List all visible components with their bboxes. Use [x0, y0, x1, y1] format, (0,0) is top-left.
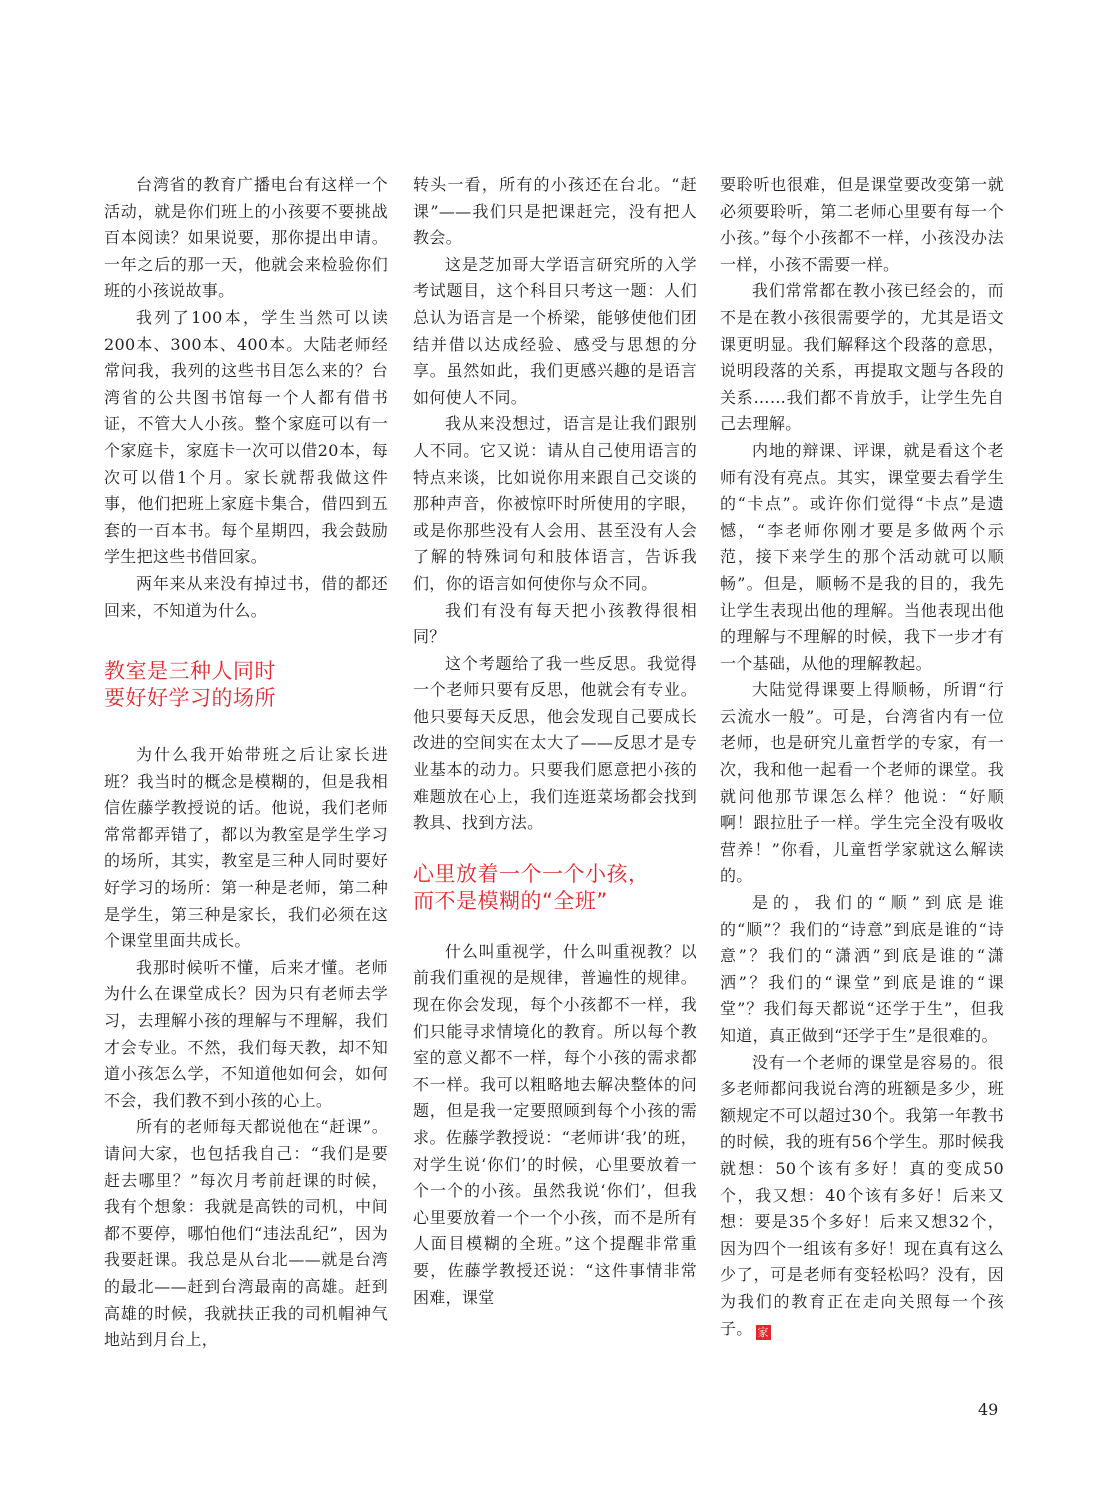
paragraph-final — [720, 1050, 1004, 1343]
section-heading-line: 教室是三种人同时 — [104, 659, 276, 684]
paragraph: 我们常常都在教小孩已经会的，而不是在教小孩很需要学的，尤其是语文课更明显。我们解释这个段落的意思，说明段落的关系，再提取文题与各段的关系……我们都不肯放手，让学生先自己去理解。 — [720, 281, 1004, 434]
paragraph: 两年来从来没有掉过书，借的都还回来，不知道为什么。 — [104, 573, 388, 620]
column-1 — [104, 172, 388, 1354]
section-heading-line: 而不是模糊的“全班” — [413, 888, 608, 913]
paragraph: 我那时候听不懂，后来才懂。老师为什么在课堂成长？因为只有老师去学习，去理解小孩的理解与不理解，我们才会专业。不然，我们每天教，却不知道小孩怎么学，不知道他如何会，如何不会，我们教不到小孩的心上。 — [104, 957, 388, 1110]
paragraph-continued: 转头一看，所有的小孩还在台北。“赶课”——我们只是把课赶完，没有把人教会。 — [413, 175, 697, 248]
final-paragraph-text: 没有一个老师的课堂是容易的。很多老师都问我说台湾的班额是多少，班额规定不可以超过30个。我第一年教书的时候，我的班有56个学生。那时候我就想：50个该有多好！真的变成50个，我又想：40个该有多好！后来又想：要是35个多好！后来又想32个，因为四个一组该有多好！现在真有这么少了，可是老师有变轻松吗？没有，因为我们的教育正在走向关照每一个孩子。 — [720, 1052, 1004, 1338]
paragraph: 台湾省的教育广播电台有这样一个活动，就是你们班上的小孩要不要挑战百本阅读？如果说要，那你提出申请。一年之后的那一天，他就会来检验你们班的小孩说故事。 — [104, 175, 388, 301]
paragraph: 所有的老师每天都说他在“赶课”。请问大家，也包括我自己：“我们是要赶去哪里？”每次月考前赶课的时候，我有个想象：我就是高铁的司机，中间都不要停，哪怕他们“违法乱纪”，因为我要赶课。我总是从台北——就是台湾的最北——赶到台湾最南的高雄。赶到高雄的时候，我就扶正我的司机帽神气地站到月台上， — [104, 1117, 388, 1350]
paragraph: 这是芝加哥大学语言研究所的入学考试题目，这个科目只考这一题：人们总认为语言是一个桥梁，能够使他们团结并借以达成经验、感受与思想的分享。虽然如此，我们更感兴趣的是语言如何使人不同。 — [413, 254, 697, 407]
paragraph: 我从来没想过，语言是让我们跟别人不同。它又说：请从自己使用语言的特点来谈，比如说你用来跟自己交谈的那种声音，你被惊吓时所使用的字眼，或是你那些没有人会用、甚至没有人会了解的特殊词句和肢体语言，告诉我们，你的语言如何使你与众不同。 — [413, 414, 697, 593]
section-heading — [104, 658, 388, 712]
page-number: 49 — [978, 1400, 999, 1419]
paragraph: 什么叫重视学，什么叫重视教？以前我们重视的是规律，普遍性的规律。现在你会发现，每个小孩都不一样，我们只能寻求情境化的教育。所以每个教室的意义都不一样，每个小孩的需求都不一样。我可以粗略地去解决整体的问题，但是我一定要照顾到每个小孩的需求。佐藤学教授说：“老师讲‘我’的班，对学生说‘你们’的时候，心里要放着一个一个的小孩。虽然我说‘你们’，但我心里要放着一个一个小孩，而不是所有人面目模糊的全班。”这个提醒非常重要，佐藤学教授还说：“这件事情非常困难，课堂 — [413, 941, 697, 1307]
end-of-article-mark-icon: 家 — [757, 1325, 769, 1339]
section-heading-line: 心里放着一个一个小孩， — [413, 861, 650, 886]
paragraph: 我们有没有每天把小孩教得很相同？ — [413, 600, 697, 647]
paragraph: 是的，我们的“顺”到底是谁的“顺”？我们的“诗意”到底是谁的“诗意”？我们的“潇洒”到底是谁的“潇洒”？我们的“课堂”到底是谁的“课堂”？我们每天都说“还学于生”，但我知道，真正做到“还学于生”是很难的。 — [720, 893, 1004, 1045]
paragraph-continued: 要聆听也很难，但是课堂要改变第一就必须要聆听，第二老师心里要有每一个小孩。”每个小孩都不一样，小孩没办法一样，小孩不需要一样。 — [720, 175, 1004, 274]
paragraph: 内地的辩课、评课，就是看这个老师有没有亮点。其实，课堂要去看学生的“卡点”。或许你们觉得“卡点”是遗憾，“李老师你刚才要是多做两个示范，接下来学生的那个活动就可以顺畅”。但是，顺畅不是我的目的，我先让学生表现出他的理解。当他表现出他的理解与不理解的时候，我下一步才有一个基础，从他的理解教起。 — [720, 440, 1004, 673]
section-heading-line: 要好好学习的场所 — [104, 686, 276, 711]
section-heading — [413, 861, 697, 915]
column-3 — [720, 172, 1004, 1342]
column-2 — [413, 172, 697, 1311]
paragraph: 我列了100本，学生当然可以读200本、300本、400本。大陆老师经常问我，我列的这些书目怎么来的？台湾省的公共图书馆每一个人都有借书证，不管大人小孩。整个家庭可以有一个家庭卡，家庭卡一次可以借20本，每次可以借1个月。家长就帮我做这件事，他们把班上家庭卡集合，借四到五套的一百本书。每个星期四，我会鼓励学生把这些书借回家。 — [104, 307, 388, 567]
paragraph: 大陆觉得课要上得顺畅，所谓“行云流水一般”。可是，台湾省内有一位老师，也是研究儿童哲学的专家，有一次，我和他一起看一个老师的课堂。我就问他那节课怎么样？他说：“好顺啊！跟拉肚子一样。学生完全没有吸收营养！”你看，儿童哲学家就这么解读的。 — [720, 680, 1004, 886]
paragraph: 为什么我开始带班之后让家长进班？我当时的概念是模糊的，但是我相信佐藤学教授说的话。他说，我们老师常常都弄错了，都以为教室是学生学习的场所，其实，教室是三种人同时要好好学习的场所：第一种是老师，第二种是学生，第三种是家长，我们必须在这个课堂里面共成长。 — [104, 745, 388, 951]
paragraph: 这个考题给了我一些反思。我觉得一个老师只要有反思，他就会有专业。他只要每天反思，他会发现自己要成长改进的空间实在太大了——反思才是专业基本的动力。只要我们愿意把小孩的难题放在心上，我们连逛菜场都会找到教具、找到方法。 — [413, 653, 697, 833]
